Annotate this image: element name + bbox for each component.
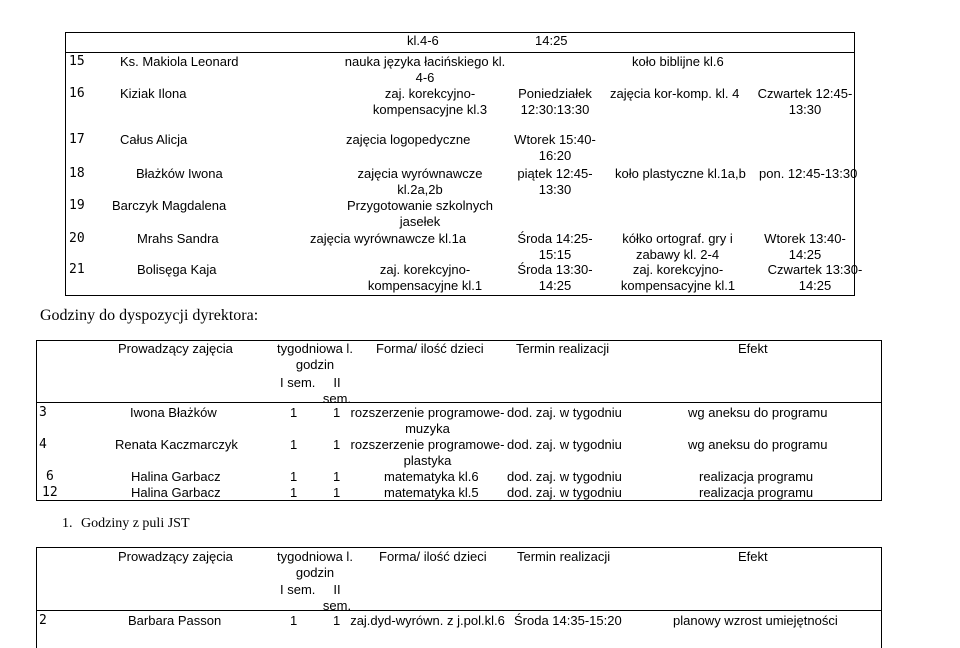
effect: wg aneksu do programu: [688, 405, 828, 420]
col-weekly-hours: tygodniowa l. godzin: [277, 341, 353, 372]
row-number: 2: [39, 613, 47, 628]
effect: realizacja programu: [699, 485, 814, 500]
teacher-name: Barbara Passon: [128, 613, 222, 628]
header-time: 14:25: [535, 33, 568, 48]
teacher-name: Całus Alicja: [120, 132, 188, 147]
activity-time: Środa 13:30-14:25: [517, 262, 593, 293]
activity-time-2: Czwartek 13:30-14:25: [767, 262, 863, 293]
row-number: 21: [69, 262, 85, 277]
col-form: Forma/ ilość dzieci: [379, 549, 487, 564]
teacher-name: Halina Garbacz: [131, 485, 221, 500]
sem-1-hours: 1: [290, 469, 298, 484]
sem-2-hours: 1: [333, 469, 341, 484]
activity-time: piątek 12:45-13:30: [517, 166, 593, 197]
activity-time-2: Wtorek 13:40-14:25: [764, 231, 846, 262]
activity-2: koło plastyczne kl.1a,b: [615, 166, 746, 181]
row-number: 17: [69, 132, 85, 147]
section-title-director: Godziny do dyspozycji dyrektora:: [40, 307, 259, 324]
col-term: Termin realizacji: [516, 341, 610, 356]
col-effect: Efekt: [738, 549, 768, 564]
effect: planowy wzrost umiejętności: [673, 613, 838, 628]
form: rozszerzenie programowe- plastyka: [350, 437, 505, 468]
teacher-name: Bolisęga Kaja: [137, 262, 217, 277]
sem-2-hours: 1: [333, 613, 341, 628]
teacher-name: Kiziak Ilona: [120, 86, 187, 101]
term: dod. zaj. w tygodniu: [507, 469, 622, 484]
row-number: 18: [69, 166, 85, 181]
sem-1-hours: 1: [290, 405, 298, 420]
row-number: 16: [69, 86, 85, 101]
section-title-jst: Godziny z puli JST: [81, 516, 190, 531]
activity-time-2: pon. 12:45-13:30: [759, 166, 858, 181]
col-weekly-hours: tygodniowa l. godzin: [277, 549, 353, 580]
activity: zaj. korekcyjno-kompensacyjne kl.3: [372, 86, 488, 117]
sem-1-hours: 1: [290, 613, 298, 628]
col-form: Forma/ ilość dzieci: [376, 341, 484, 356]
sem-2-hours: 1: [333, 437, 341, 452]
effect: wg aneksu do programu: [688, 437, 828, 452]
activity-2: koło biblijne kl.6: [632, 54, 724, 69]
activity: zaj. korekcyjno-kompensacyjne kl.1: [367, 262, 483, 293]
row-number: 6: [46, 469, 54, 484]
row-number: 15: [69, 54, 85, 69]
activity: Przygotowanie szkolnych jasełek: [347, 198, 493, 229]
activity-2: kółko ortograf. gry i zabawy kl. 2-4: [622, 231, 733, 262]
teacher-name: Ks. Makiola Leonard: [120, 54, 239, 69]
form: matematyka kl.6: [384, 469, 479, 484]
sem-2-hours: 1: [333, 485, 341, 500]
term: dod. zaj. w tygodniu: [507, 405, 622, 420]
row-number: 19: [69, 198, 85, 213]
col-sem-2: II sem.: [322, 582, 352, 613]
activity-time: Poniedziałek 12:30:13:30: [518, 86, 592, 117]
activity: zajęcia logopedyczne: [346, 132, 471, 147]
row-number: 3: [39, 405, 47, 420]
col-teacher: Prowadzący zajęcia: [118, 341, 233, 356]
sem-1-hours: 1: [290, 485, 298, 500]
header-class: kl.4-6: [407, 33, 439, 48]
teacher-name: Barczyk Magdalena: [112, 198, 227, 213]
activity: zajęcia wyrównawcze kl.1a: [310, 231, 467, 246]
form: rozszerzenie programowe- muzyka: [350, 405, 505, 436]
sem-1-hours: 1: [290, 437, 298, 452]
col-teacher: Prowadzący zajęcia: [118, 549, 233, 564]
activity-time: Wtorek 15:40-16:20: [514, 132, 596, 163]
activity: nauka języka łacińskiego kl. 4-6: [344, 54, 506, 85]
section-number: 1.: [62, 516, 73, 531]
form: matematyka kl.5: [384, 485, 479, 500]
effect: realizacja programu: [699, 469, 814, 484]
col-effect: Efekt: [738, 341, 768, 356]
teacher-name: Renata Kaczmarczyk: [115, 437, 238, 452]
form: zaj.dyd-wyrówn. z j.pol.kl.6: [350, 613, 505, 628]
teacher-name: Błażków Iwona: [136, 166, 223, 181]
activity: zajęcia wyrównawcze kl.2a,2b: [357, 166, 483, 197]
row-number: 20: [69, 231, 85, 246]
activity-time: Środa 14:25-15:15: [517, 231, 593, 262]
term: dod. zaj. w tygodniu: [507, 437, 622, 452]
term: Środa 14:35-15:20: [514, 613, 622, 628]
col-term: Termin realizacji: [517, 549, 611, 564]
term: dod. zaj. w tygodniu: [507, 485, 622, 500]
teacher-name: Mrahs Sandra: [137, 231, 219, 246]
row-number: 4: [39, 437, 47, 452]
col-sem-1: I sem.: [280, 375, 316, 390]
activity-2: zaj. korekcyjno-kompensacyjne kl.1: [620, 262, 736, 293]
activity-time-2: Czwartek 12:45-13:30: [757, 86, 853, 117]
teacher-name: Halina Garbacz: [131, 469, 221, 484]
col-sem-1: I sem.: [280, 582, 316, 597]
row-number: 12: [42, 485, 58, 500]
sem-2-hours: 1: [333, 405, 341, 420]
teacher-name: Iwona Błażków: [130, 405, 217, 420]
col-sem-2: II sem.: [322, 375, 352, 406]
activity-2: zajęcia kor-komp. kl. 4: [610, 86, 740, 101]
